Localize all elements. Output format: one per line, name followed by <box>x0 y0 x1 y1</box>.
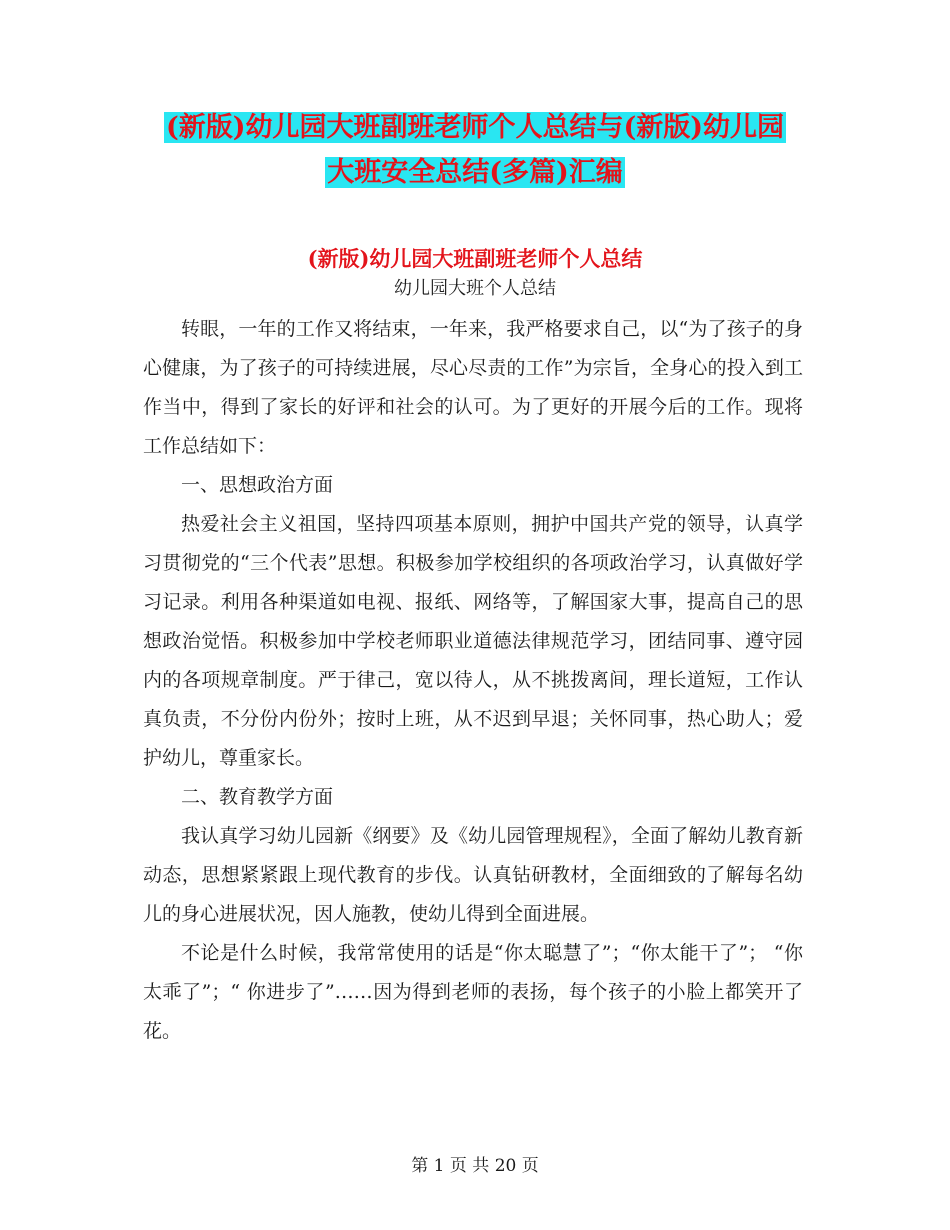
paragraph-intro: 转眼，一年的工作又将结束，一年来，我严格要求自己，以“为了孩子的身心健康，为了孩子的可持续进展，尽心尽责的工作”为宗旨，全身心的投入到工作当中，得到了家长的好评和社会的认可。为了更好的开展今后的工作。现将工作总结如下： <box>143 318 803 457</box>
paragraph-political: 热爱社会主义祖国，坚持四项基本原则，拥护中国共产党的领导，认真学习贯彻党的“三个代表”思想。积极参加学校组织的各项政治学习，认真做好学习记录。利用各种渠道如电视、报纸、网络等，了解国家大事，提高自己的思想政治觉悟。积极参加中学校老师职业道德法律规范学习，团结同事、遵守园内的各项规章制度。严于律己，宽以待人，从不挑拨离间，理长道短，工作认真负责，不分份内份外；按时上班，从不迟到早退；关怀同事，热心助人；爱护幼儿，尊重家长。 <box>143 513 803 769</box>
page-footer: 第 1 页 共 20 页 <box>411 1156 539 1176</box>
document-title-line-2: 大班安全总结(多篇)汇编 <box>327 157 623 188</box>
paragraph-praise: 不论是什么时候，我常常使用的话是“你太聪慧了”；“你太能干了”； “你太乖了”；“ 你进步了”……因为得到老师的表扬，每个孩子的小脸上都笑开了花。 <box>143 942 803 1042</box>
section-subtitle: 幼儿园大班个人总结 <box>394 278 556 299</box>
paragraph-teaching: 我认真学习幼儿园新《纲要》及《幼儿园管理规程》，全面了解幼儿教育新动态，思想紧紧跟上现代教育的步伐。认真钻研教材，全面细致的了解每名幼儿的身心进展状况，因人施教，使幼儿得到全面进展。 <box>143 825 803 925</box>
section-title: (新版)幼儿园大班副班老师个人总结 <box>307 246 643 271</box>
heading-political: 一、思想政治方面 <box>181 474 334 496</box>
document-body <box>143 310 803 1051</box>
heading-teaching: 二、教育教学方面 <box>181 786 334 808</box>
document-title-line-1: (新版)幼儿园大班副班老师个人总结与(新版)幼儿园 <box>165 112 785 143</box>
